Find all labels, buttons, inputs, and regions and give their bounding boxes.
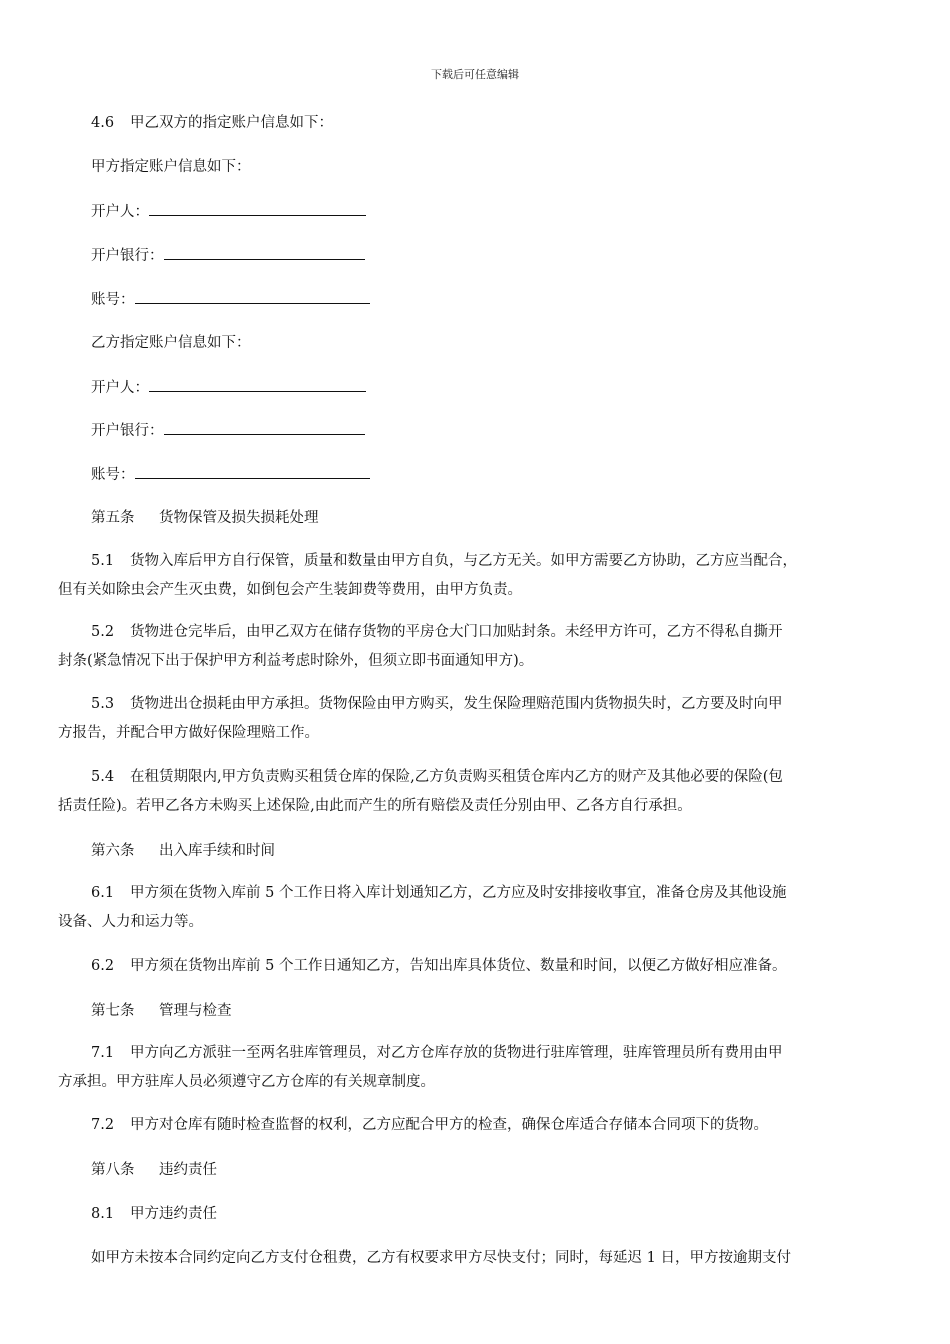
party-b-holder: [91, 377, 366, 398]
party-b-title: 乙方指定账户信息如下：: [91, 335, 251, 351]
clause-7-1: [58, 1039, 900, 1097]
clause-5-2: [58, 618, 900, 676]
clause-line-1: 甲方对仓库有随时检查监督的权利，乙方应配合甲方的检查，确保仓库适合存储本合同项下的货物。: [130, 1117, 768, 1133]
clause-line-2: 方报告，并配合甲方做好保险理赔工作。: [58, 725, 319, 741]
holder-blank[interactable]: [149, 201, 366, 216]
clause-text: 甲方违约责任: [130, 1206, 217, 1222]
holder-blank[interactable]: [149, 377, 366, 392]
party-a-title: 甲方指定账户信息如下：: [91, 159, 251, 175]
clause-line-2: 括责任险)。若甲乙各方未购买上述保险,由此而产生的所有赔偿及责任分别由甲、乙各方自行承担。: [58, 798, 692, 814]
article-number: 第七条: [91, 1003, 135, 1019]
clause-line-1: 货物进出仓损耗由甲方承担。货物保险由甲方购买，发生保险理赔范围内货物损失时，乙方要及时向甲: [130, 696, 783, 712]
page-header: 下载后可任意编辑: [431, 68, 519, 81]
clause-number: 6.1: [91, 885, 115, 901]
bank-label: 开户银行：: [91, 248, 164, 264]
clause-line-2: 方承担。甲方驻库人员必须遵守乙方仓库的有关规章制度。: [58, 1074, 435, 1090]
party-a-account: [91, 289, 370, 310]
clause-6-2: [58, 952, 900, 981]
holder-label: 开户人：: [91, 380, 149, 396]
clause-8-1-body: 如甲方未按本合同约定向乙方支付仓租费，乙方有权要求甲方尽快支付；同时，每延迟 1 日，甲方按逾期支付: [91, 1250, 791, 1266]
clause-line-1: 货物入库后甲方自行保管，质量和数量由甲方自负，与乙方无关。如甲方需要乙方协助，乙方应当配合，: [130, 553, 797, 569]
article-title: 出入库手续和时间: [159, 843, 275, 859]
article-8-heading: [91, 1160, 217, 1180]
clause-number: 5.4: [91, 769, 115, 785]
article-number: 第五条: [91, 510, 135, 526]
clause-number: 8.1: [91, 1206, 115, 1222]
clause-line-1: 在租赁期限内,甲方负责购买租赁仓库的保险,乙方负责购买租赁仓库内乙方的财产及其他必要的保险(包: [130, 769, 783, 785]
clause-number: 5.3: [91, 696, 115, 712]
clause-number: 7.2: [91, 1117, 115, 1133]
article-number: 第六条: [91, 843, 135, 859]
clause-line-1: 甲方须在货物出库前 5 个工作日通知乙方，告知出库具体货位、数量和时间，以便乙方做好相应准备。: [130, 958, 787, 974]
clause-line-2: 但有关如除虫会产生灭虫费，如倒包会产生装卸费等费用，由甲方负责。: [58, 582, 522, 598]
clause-number: 5.2: [91, 624, 115, 640]
clause-5-4: [58, 763, 900, 821]
clause-line-2: 封条(紧急情况下出于保护甲方利益考虑时除外，但须立即书面通知甲方)。: [58, 653, 534, 669]
clause-number: 4.6: [91, 115, 115, 131]
clause-line-2: 设备、人力和运力等。: [58, 914, 203, 930]
article-title: 违约责任: [159, 1162, 217, 1178]
article-6-heading: [91, 841, 275, 861]
clause-line-1: 甲方须在货物入库前 5 个工作日将入库计划通知乙方，乙方应及时安排接收事宜，准备仓房及其他设施: [130, 885, 787, 901]
account-blank[interactable]: [135, 464, 370, 479]
clause-line-1: 货物进仓完毕后，由甲乙双方在储存货物的平房仓大门口加贴封条。未经甲方许可，乙方不得私自撕开: [130, 624, 783, 640]
bank-blank[interactable]: [164, 420, 365, 435]
clause-8-1: [91, 1204, 217, 1224]
bank-label: 开户银行：: [91, 423, 164, 439]
clause-5-1: [58, 547, 900, 605]
clause-line-1: 甲方向乙方派驻一至两名驻库管理员，对乙方仓库存放的货物进行驻库管理，驻库管理员所有费用由甲: [130, 1045, 783, 1061]
party-b-bank: [91, 420, 365, 441]
article-title: 管理与检查: [159, 1003, 232, 1019]
account-blank[interactable]: [135, 289, 370, 304]
account-label: 账号：: [91, 467, 135, 483]
clause-number: 6.2: [91, 958, 115, 974]
bank-blank[interactable]: [164, 245, 365, 260]
clause-number: 7.1: [91, 1045, 115, 1061]
party-a-bank: [91, 245, 365, 266]
holder-label: 开户人：: [91, 204, 149, 220]
article-title: 货物保管及损失损耗处理: [159, 510, 319, 526]
article-number: 第八条: [91, 1162, 135, 1178]
clause-5-3: [58, 690, 900, 748]
clause-4-6: [91, 113, 333, 133]
clause-6-1: [58, 879, 900, 937]
clause-number: 5.1: [91, 553, 115, 569]
party-a-holder: [91, 201, 366, 222]
account-label: 账号：: [91, 292, 135, 308]
article-7-heading: [91, 1001, 232, 1021]
party-b-account: [91, 464, 370, 485]
clause-text: 甲乙双方的指定账户信息如下：: [130, 115, 333, 131]
clause-7-2: [58, 1111, 900, 1140]
article-5-heading: [91, 508, 319, 528]
